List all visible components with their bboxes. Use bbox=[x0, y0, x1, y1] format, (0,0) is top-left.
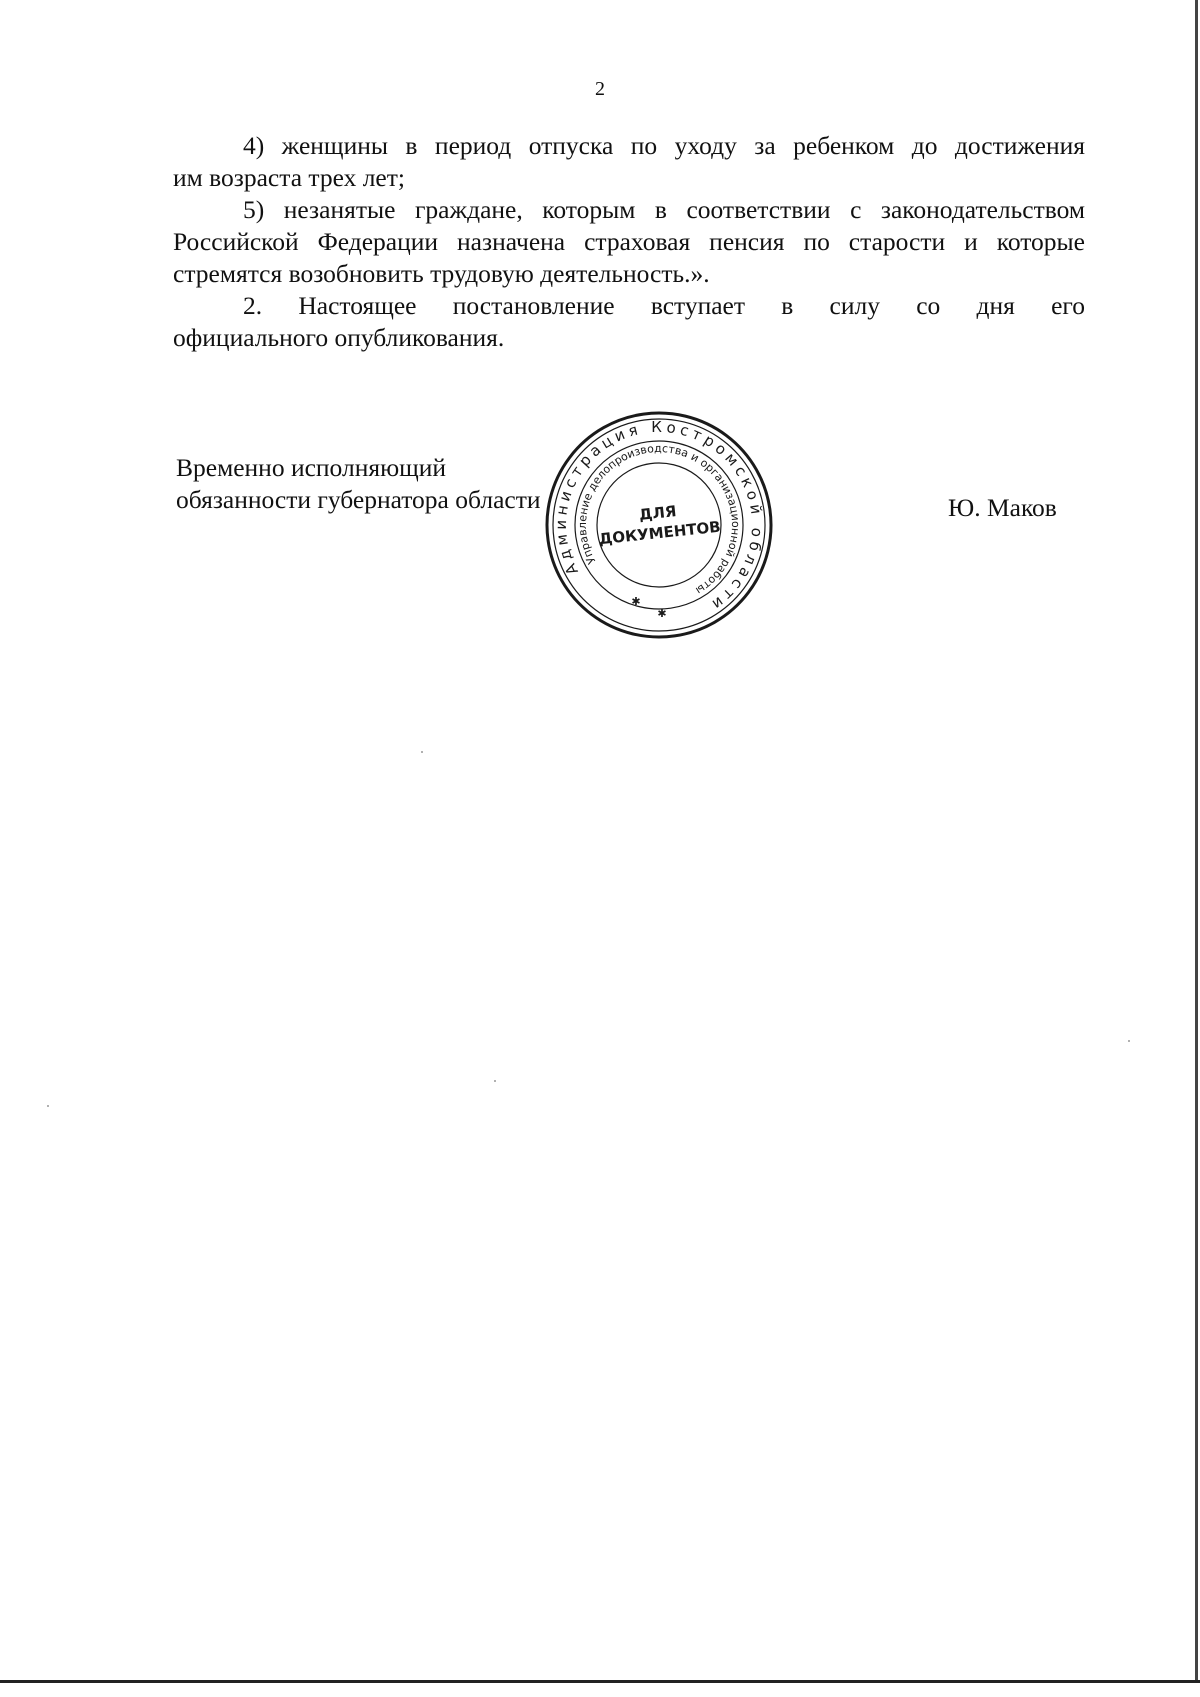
scan-speck bbox=[47, 1105, 49, 1107]
signer-position-line-2: обязанности губернатора области bbox=[176, 485, 541, 514]
scan-bottom-edge bbox=[0, 1680, 1200, 1683]
signer-name: Ю. Маков bbox=[948, 493, 1057, 522]
page-number: 2 bbox=[595, 78, 605, 100]
svg-text:✱: ✱ bbox=[631, 596, 641, 608]
signer-position bbox=[176, 452, 541, 516]
official-seal-stamp bbox=[538, 405, 780, 645]
stamp-center-line-2: ДОКУМЕНТОВ bbox=[598, 517, 722, 549]
scan-right-edge bbox=[1195, 0, 1198, 1683]
paragraph-item-5: 5) незанятые граждане, которым в соответствии с законодательством Российской Федерации назначена страховая пенсия по старости и которые стремятся возобновить трудовую деятельность.». bbox=[173, 195, 1085, 288]
svg-text:✱: ✱ bbox=[657, 608, 667, 620]
stamp-inner-text: Управление делопроизводства и организационной работы bbox=[575, 441, 743, 598]
paragraph-clause-2-continued: официального опубликования. bbox=[173, 323, 505, 352]
scan-speck bbox=[494, 1080, 496, 1082]
document-body bbox=[173, 130, 1085, 354]
stamp-outer-text: Администрация Костромской области bbox=[551, 417, 767, 616]
scan-speck bbox=[1128, 1040, 1130, 1042]
paragraph-clause-2: 2. Настоящее постановление вступает в силу со дня его bbox=[243, 291, 1085, 320]
stamp-center-line-1: ДЛЯ bbox=[638, 502, 678, 524]
paragraph-item-4-continued: им возраста трех лет; bbox=[173, 163, 405, 192]
signer-position-line-1: Временно исполняющий bbox=[176, 453, 447, 482]
paragraph-item-4: 4) женщины в период отпуска по уходу за ребенком до достижения bbox=[243, 131, 1085, 160]
scan-speck bbox=[421, 751, 423, 753]
